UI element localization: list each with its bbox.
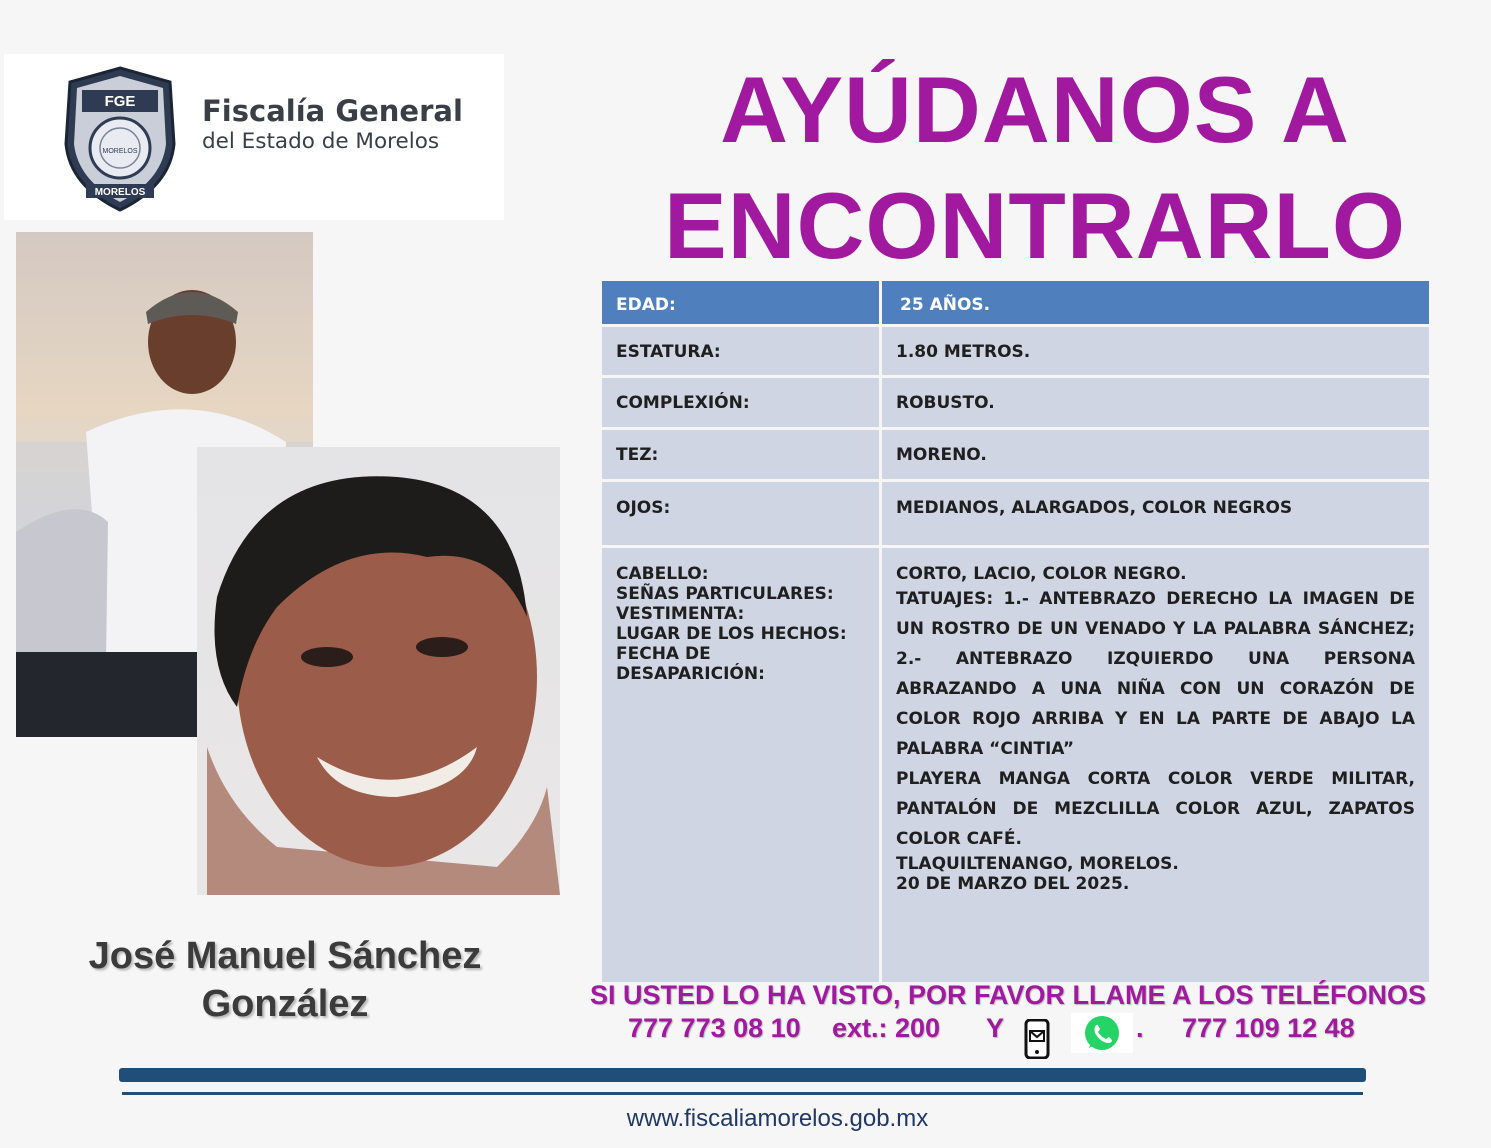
headline-line-2: ENCONTRARLO — [663, 173, 1407, 278]
hair-value: CORTO, LACIO, COLOR NEGRO. — [896, 564, 1187, 584]
build-label: COMPLEXIÓN: — [602, 378, 879, 427]
table-header-row — [602, 281, 1429, 324]
eyes-label: OJOS: — [602, 482, 879, 545]
details-table — [599, 278, 1432, 985]
phone-number-1: 777 773 08 10 — [628, 1013, 801, 1043]
headline-line-1: AYÚDANOS A — [720, 57, 1350, 162]
age-value: 25 AÑOS. — [882, 281, 1429, 324]
person-name-line-2: González — [201, 983, 369, 1025]
headline — [620, 52, 1450, 284]
table-row-details — [602, 548, 1429, 982]
website-link[interactable]: www.fiscaliamorelos.gob.mx — [626, 1105, 929, 1132]
date-label: FECHA DE DESAPARICIÓN: — [616, 644, 765, 684]
skin-value: MORENO. — [882, 430, 1429, 479]
and-text: Y — [986, 1013, 1005, 1043]
call-to-action: SI USTED LO HA VISTO, POR FAVOR LLAME A LOS TELÉFONOS — [589, 980, 1427, 1010]
whatsapp-icon — [1071, 1013, 1133, 1053]
badge-bottom-text: MORELOS — [94, 187, 146, 198]
height-label: ESTATURA: — [602, 327, 879, 375]
face-portrait-icon — [197, 447, 560, 895]
org-subtitle: del Estado de Morelos — [202, 129, 440, 154]
marks-label: SEÑAS PARTICULARES: — [616, 584, 834, 604]
place-label: LUGAR DE LOS HECHOS: — [616, 624, 847, 644]
clothing-label: VESTIMENTA: — [616, 604, 745, 624]
marks-value: TATUAJES: 1.- ANTEBRAZO DERECHO LA IMAGEN DE UN ROSTRO DE UN VENADO Y LA PALABRA SÁNCHEZ; 2.- ANTEBRAZO IZQUIERDO UNA PERSONA ABRAZANDO A UNA NIÑA CON UN CORAZÓN DE COLOR ROJO ARRIBA Y EN LA PARTE DE ABAJO LA PALABRA “CINTIA” — [896, 589, 1415, 759]
separator-dot: . — [1136, 1013, 1144, 1043]
logo-block — [4, 54, 504, 220]
table-row — [602, 482, 1429, 545]
org-name: Fiscalía General — [202, 94, 463, 128]
table-row — [602, 430, 1429, 479]
badge-top-text: FGE — [104, 93, 136, 110]
eyes-value: MEDIANOS, ALARGADOS, COLOR NEGROS — [882, 482, 1429, 545]
details-labels-cell — [602, 548, 879, 982]
person-name — [70, 932, 500, 1028]
person-name-line-1: José Manuel Sánchez — [88, 935, 482, 977]
place-value: TLAQUILTENANGO, MORELOS. — [896, 854, 1179, 874]
hair-label: CABELLO: — [616, 564, 709, 584]
table-row — [602, 378, 1429, 427]
date-value: 20 DE MARZO DEL 2025. — [896, 874, 1130, 894]
clothing-value: PLAYERA MANGA CORTA COLOR VERDE MILITAR, PANTALÓN DE MEZCLILLA COLOR AZUL, ZAPATOS COLOR CAFÉ. — [896, 769, 1415, 849]
age-label: EDAD: — [602, 281, 879, 324]
mobile-phone-icon — [1024, 1019, 1050, 1059]
footer-divider-thick — [119, 1068, 1366, 1082]
badge-center-text: MORELOS — [102, 148, 138, 155]
height-value: 1.80 METROS. — [882, 327, 1429, 375]
skin-label: TEZ: — [602, 430, 879, 479]
whatsapp-badge — [1071, 1013, 1133, 1053]
table-row — [602, 327, 1429, 375]
build-value: ROBUSTO. — [882, 378, 1429, 427]
person-photo-face — [197, 447, 560, 895]
phone-number-2: 777 109 12 48 — [1182, 1013, 1355, 1043]
details-values-cell — [882, 548, 1429, 982]
phone-extension: ext.: 200 — [832, 1013, 941, 1043]
fge-shield-icon — [62, 64, 178, 214]
footer-divider-thin — [122, 1092, 1363, 1095]
